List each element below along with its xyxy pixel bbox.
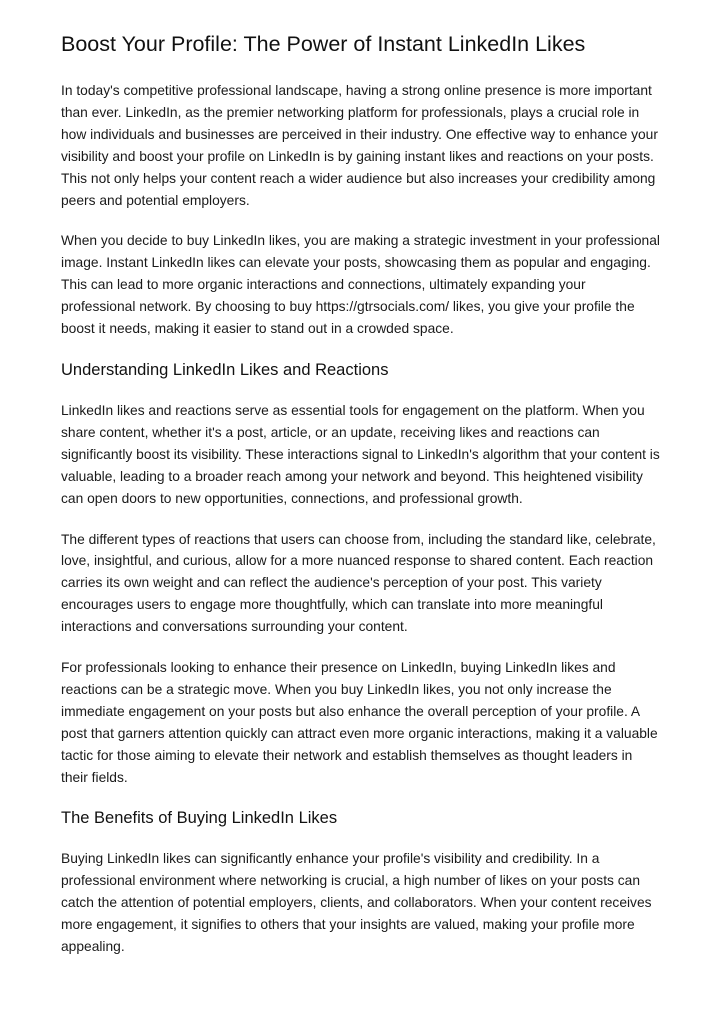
understanding-paragraph-3: For professionals looking to enhance their presence on LinkedIn, buying LinkedIn likes and reactions can be a strategic move. When you buy LinkedIn likes, you not only increase the immediate engagement on your posts but also enhance the overall perception of your profile. A post that garners attention quickly can attract even more organic interactions, making it a valuable tactic for those aiming to elevate their network and establish themselves as thought leaders in their fields. [61,660,658,785]
intro-paragraph-1: In today's competitive professional landscape, having a strong online presence is more important than ever. LinkedIn, as the premier networking platform for professionals, plays a crucial role in how individuals and businesses are perceived in their industry. One effective way to enhance your visibility and boost your profile on LinkedIn is by gaining instant likes and reactions on your posts. This not only helps your content reach a wider audience but also increases your credibility among peers and potential employers. [61,83,658,208]
understanding-paragraph-1: LinkedIn likes and reactions serve as essential tools for engagement on the platform. When you share content, whether it's a post, article, or an update, receiving likes and reactions can significantly boost its visibility. These interactions signal to LinkedIn's algorithm that your content is valuable, leading to a broader reach among your network and beyond. This heightened visibility can open doors to new opportunities, connections, and professional growth. [61,402,660,506]
section-heading-understanding: Understanding LinkedIn Likes and Reactions [61,360,389,379]
page-title: Boost Your Profile: The Power of Instant LinkedIn Likes [61,32,586,56]
intro-paragraph-2: When you decide to buy LinkedIn likes, you are making a strategic investment in your professional image. Instant LinkedIn likes can elevate your posts, showcasing them as popular and engaging. This can lead to more organic interactions and connections, ultimately expanding your professional network. By choosing to buy https://gtrsocials.com/ likes, you give your profile the boost it needs, making it easier to stand out in a crowded space. [61,233,660,337]
understanding-paragraph-2: The different types of reactions that users can choose from, including the standard like, celebrate, love, insightful, and curious, allow for a more nuanced response to shared content. Each reaction carries its own weight and can reflect the audience's perception of your post. This variety encourages users to engage more thoughtfully, which can translate into more meaningful interactions and conversations surrounding your content. [61,531,656,635]
benefits-paragraph-1: Buying LinkedIn likes can significantly enhance your profile's visibility and credibility. In a professional environment where networking is crucial, a high number of likes on your posts can catch the attention of potential employers, clients, and collaborators. When your content receives more engagement, it signifies to others that your insights are valued, making your profile more appealing. [61,851,652,955]
section-heading-benefits: The Benefits of Buying LinkedIn Likes [61,809,338,828]
